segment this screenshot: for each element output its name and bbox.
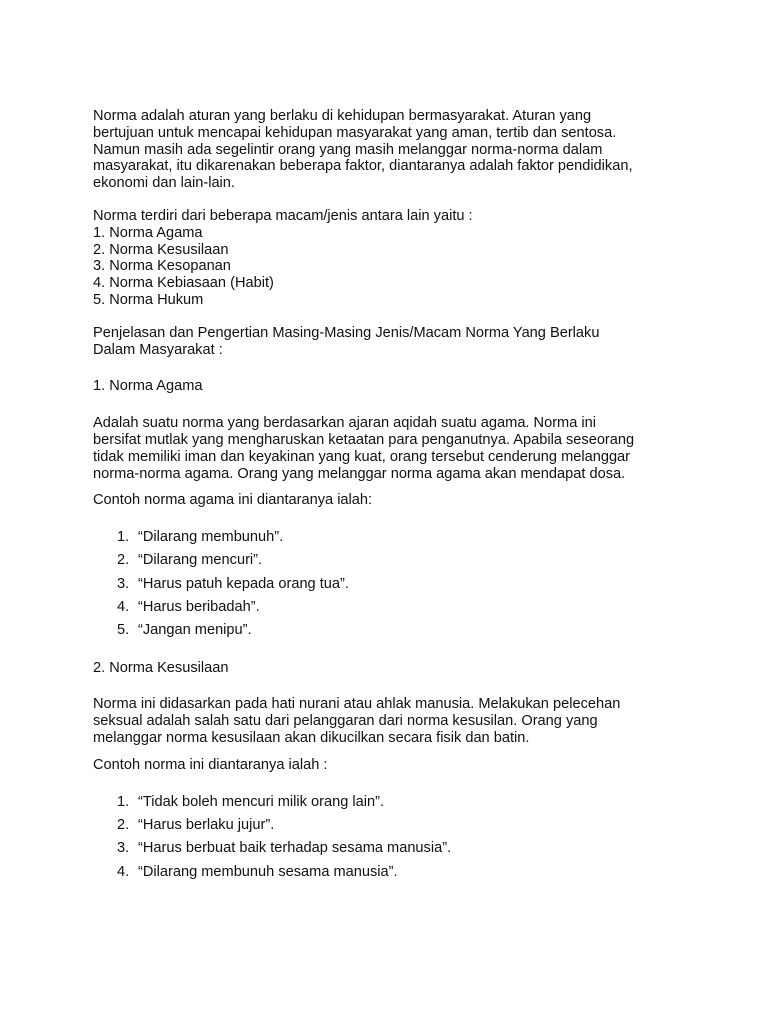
list-number: 4. <box>117 599 130 616</box>
text-line: Dalam Masyarakat : <box>93 341 223 358</box>
text-line: Adalah suatu norma yang berdasarkan ajaran aqidah suatu agama. Norma ini <box>93 415 596 432</box>
text-line: masyarakat, itu dikarenakan beberapa faktor, diantaranya adalah faktor pendidikan, <box>93 158 633 175</box>
list-item <box>93 576 713 599</box>
list-text: “Dilarang membunuh sesama manusia”. <box>138 863 398 880</box>
list-text: “Harus beribadah”. <box>138 599 260 616</box>
kesusilaan-examples-lead: Contoh norma ini diantaranya ialah : <box>93 756 328 773</box>
text-line: bersifat mutlak yang mengharuskan ketaatan para penganutnya. Apabila seseorang <box>93 431 635 448</box>
list-number: 4. <box>117 863 130 880</box>
list-number: 3. <box>117 840 130 857</box>
list-item: 5. Norma Hukum <box>93 291 204 308</box>
list-item: 4. Norma Kebiasaan (Habit) <box>93 275 274 292</box>
types-lead: Norma terdiri dari beberapa macam/jenis antara lain yaitu : <box>93 207 473 224</box>
list-item <box>93 817 713 840</box>
list-number: 2. <box>117 552 130 569</box>
text-line: seksual adalah salah satu dari pelanggaran dari norma kesusilan. Orang yang <box>93 713 598 730</box>
list-item <box>93 552 713 575</box>
list-number: 3. <box>117 575 130 592</box>
agama-examples-lead: Contoh norma agama ini diantaranya ialah: <box>93 492 373 509</box>
explanation-paragraph <box>93 325 713 359</box>
intro-paragraph <box>93 108 713 192</box>
list-number: 2. <box>117 816 130 833</box>
list-number: 1. <box>117 529 130 546</box>
text-line: tidak memiliki iman dan keyakinan yang kuat, orang tersebut cenderung melanggar <box>93 448 631 465</box>
text-line: Norma ini didasarkan pada hati nurani atau ahlak manusia. Melakukan pelecehan <box>93 696 621 713</box>
norm-types-list <box>93 225 713 309</box>
list-text: “Harus berlaku jujur”. <box>138 816 275 833</box>
text-line: ekonomi dan lain-lain. <box>93 175 235 192</box>
kesusilaan-paragraph <box>93 696 713 746</box>
text-line: Norma adalah aturan yang berlaku di kehidupan bermasyarakat. Aturan yang <box>93 108 592 124</box>
list-text: “Harus berbuat baik terhadap sesama manusia”. <box>138 840 452 857</box>
list-item <box>93 529 713 552</box>
section-heading-agama: 1. Norma Agama <box>93 378 203 395</box>
list-item: 3. Norma Kesopanan <box>93 258 231 275</box>
text-line: norma-norma agama. Orang yang melanggar norma agama akan mendapat dosa. <box>93 465 626 482</box>
agama-examples-list <box>93 529 713 645</box>
list-item: 2. Norma Kesusilaan <box>93 241 229 258</box>
text-line: Penjelasan dan Pengertian Masing-Masing Jenis/Macam Norma Yang Berlaku <box>93 324 600 341</box>
list-number: 1. <box>117 793 130 810</box>
kesusilaan-examples-list <box>93 794 713 887</box>
text-line: bertujuan untuk mencapai kehidupan masyarakat yang aman, tertib dan sentosa. <box>93 124 617 141</box>
text-line: melanggar norma kesusilaan akan dikucilkan secara fisik dan batin. <box>93 730 530 747</box>
list-text: “Harus patuh kepada orang tua”. <box>138 575 349 592</box>
section-heading-kesusilaan: 2. Norma Kesusilaan <box>93 659 229 676</box>
list-item: 1. Norma Agama <box>93 224 203 241</box>
list-text: “Dilarang mencuri”. <box>138 552 263 569</box>
list-text: “Dilarang membunuh”. <box>138 529 284 546</box>
list-number: 5. <box>117 622 130 639</box>
list-item <box>93 794 713 817</box>
document-page <box>93 108 713 887</box>
list-text: “Jangan menipu”. <box>138 622 252 639</box>
list-item <box>93 840 713 863</box>
agama-paragraph <box>93 415 713 482</box>
list-item <box>93 622 713 645</box>
list-text: “Tidak boleh mencuri milik orang lain”. <box>138 793 385 810</box>
text-line: Namun masih ada segelintir orang yang masih melanggar norma-norma dalam <box>93 141 603 158</box>
list-item <box>93 599 713 622</box>
list-item <box>93 864 713 887</box>
